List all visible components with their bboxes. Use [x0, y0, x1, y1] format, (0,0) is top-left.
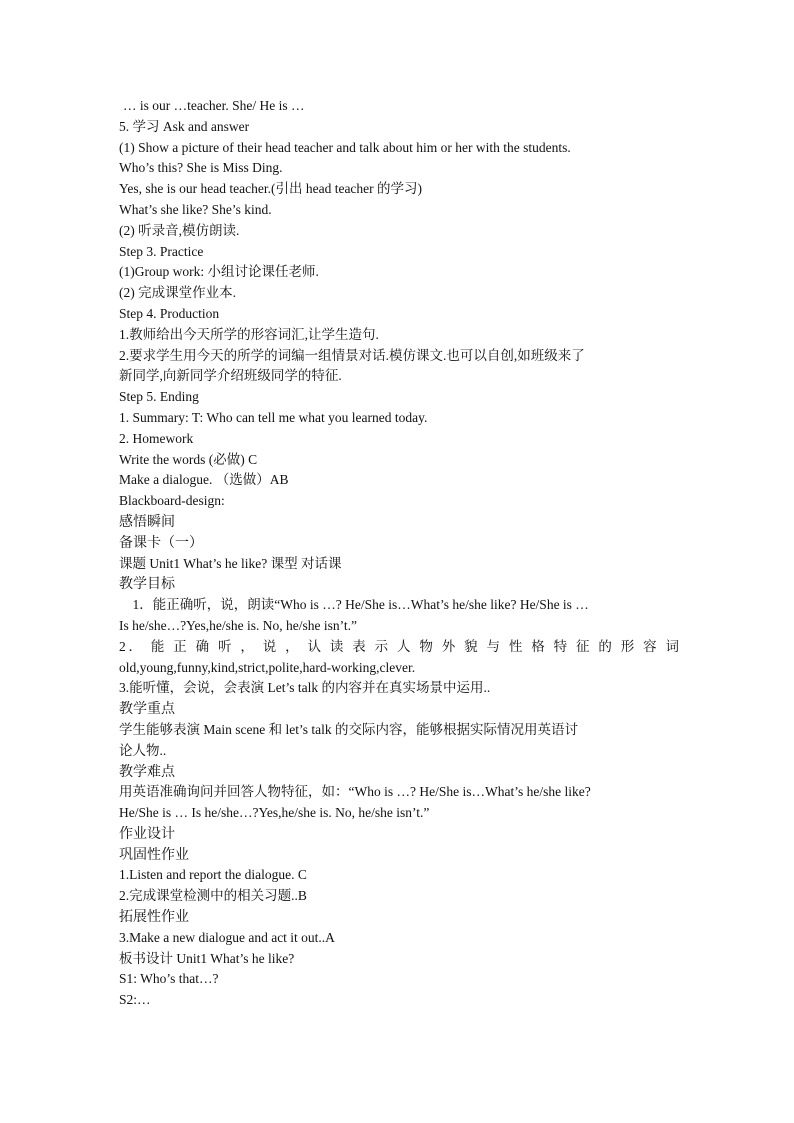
text-line: 学生能够表演 Main scene 和 let’s talk 的交际内容，能够根据实际情况用英语讨 — [119, 721, 578, 737]
text-line: 3.能听懂，会说，会表演 Let’s talk 的内容并在真实场景中运用.. — [119, 680, 491, 696]
section-heading: 教学目标 — [119, 576, 175, 593]
text-line: old,young,funny,kind,strict,polite,hard-working,clever. — [119, 659, 416, 675]
step-heading: Step 5. Ending — [119, 389, 199, 405]
step-heading: Step 4. Production — [119, 305, 220, 321]
text-line: 2. Homework — [119, 430, 194, 446]
text-line: Is he/she…?Yes,he/she is. No, he/she isn’t.” — [119, 617, 357, 633]
text-line: 3.Make a new dialogue and act it out..A — [119, 929, 335, 945]
text-line: Blackboard-design: — [119, 493, 225, 509]
section-heading: 拓展性作业 — [119, 909, 189, 926]
text-line: Yes, she is our head teacher.(引出 head teacher 的学习) — [119, 181, 423, 197]
section-heading: 感悟瞬间 — [119, 513, 175, 530]
text-line: 1．能正确听，说，朗读“Who is …? He/She is…What’s he/she like? He/She is … — [119, 597, 589, 613]
text-line: 2.要求学生用今天的所学的词编一组情景对话.模仿课文.也可以自创,如班级来了 — [119, 347, 585, 363]
text-line: 5. 学习 Ask and answer — [119, 118, 250, 134]
section-heading: 备课卡（一） — [119, 534, 203, 551]
text-line: 1. Summary: T: Who can tell me what you learned today. — [119, 409, 428, 425]
text-line: 1.Listen and report the dialogue. C — [119, 867, 307, 883]
text-line: He/She is … Is he/she…?Yes,he/she is. No, he/she isn’t.” — [119, 805, 430, 821]
section-heading: 巩固性作业 — [119, 846, 189, 863]
text-line: Write the words (必做) C — [119, 451, 258, 467]
text-line: 新同学,向新同学介绍班级同学的特征. — [119, 368, 342, 384]
text-line: 2． 能 正 确 听 ， 说 ， 认 读 表 示 人 物 外 貌 与 性 格 特 征 的 形 容 词 — [119, 638, 679, 654]
text-line: (1) Show a picture of their head teacher and talk about him or her with the students. — [119, 139, 571, 155]
text-line: (1)Group work: 小组讨论课任老师. — [119, 264, 319, 280]
text-line: 板书设计 Unit1 What’s he like? — [119, 950, 295, 966]
step-heading: Step 3. Practice — [119, 243, 204, 259]
text-line: 1.教师给出今天所学的形容词汇,让学生造句. — [119, 326, 379, 342]
text-line: 论人物.. — [119, 742, 167, 758]
section-heading: 作业设计 — [119, 825, 175, 842]
text-line: 2.完成课堂检测中的相关习题..B — [119, 888, 307, 904]
text-line: Make a dialogue. （选做）AB — [119, 472, 289, 488]
text-line: 用英语准确询问并回答人物特征，如：“Who is …? He/She is…What’s he/she like? — [119, 784, 591, 800]
text-line: (2) 听录音,模仿朗读. — [119, 222, 240, 238]
section-heading: 教学重点 — [119, 701, 175, 718]
text-line: What’s she like? She’s kind. — [119, 201, 272, 217]
text-line: Who’s this? She is Miss Ding. — [119, 160, 283, 176]
text-line: … is our …teacher. She/ He is … — [123, 98, 305, 113]
text-line: 课题 Unit1 What’s he like? 课型 对话课 — [119, 555, 342, 571]
text-line: S2:… — [119, 992, 151, 1008]
document-page — [119, 96, 679, 1011]
text-line: S1: Who’s that…? — [119, 971, 219, 987]
section-heading: 教学难点 — [119, 763, 175, 780]
text-line: (2) 完成课堂作业本. — [119, 285, 236, 301]
